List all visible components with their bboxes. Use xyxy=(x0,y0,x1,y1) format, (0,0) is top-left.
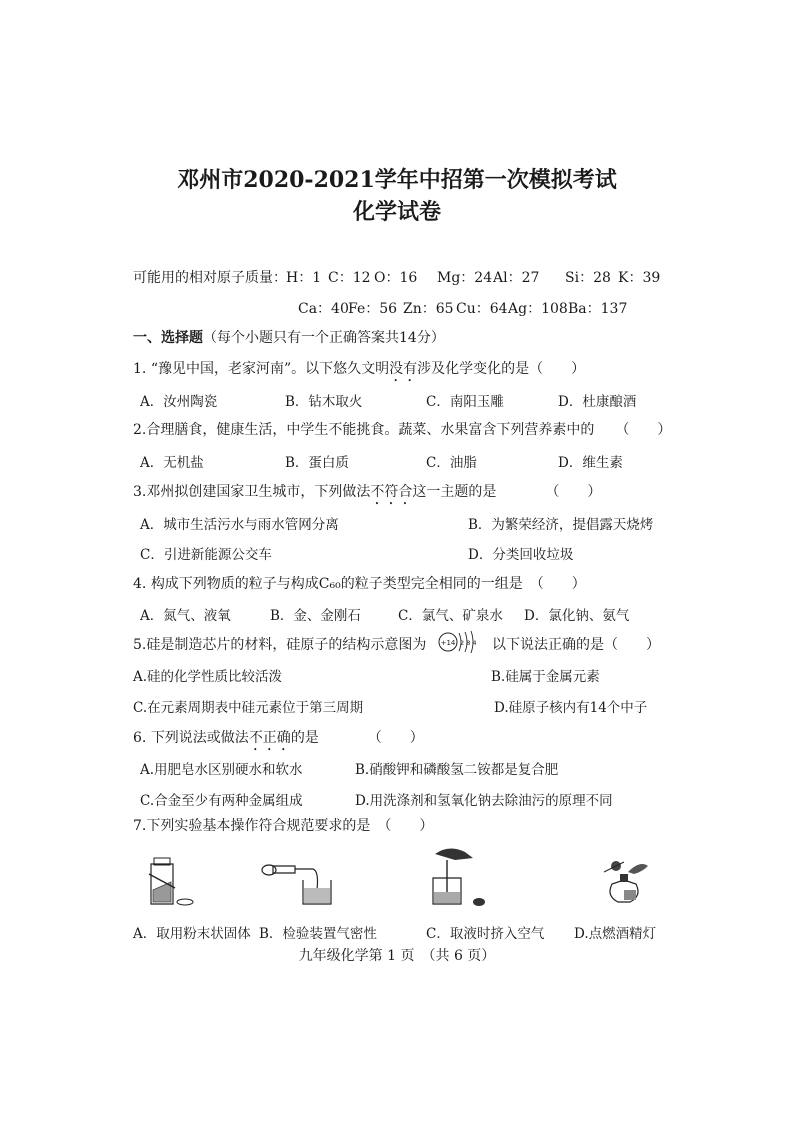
option-a: A．氮气、液氧 xyxy=(140,608,231,624)
atomic-mass-item: Cu：64 xyxy=(456,301,508,317)
silicon-atom-diagram xyxy=(437,627,485,657)
question-number: 3. xyxy=(133,484,147,500)
page-footer: 九年级化学第 1 页 （共 6 页） xyxy=(298,948,496,964)
atomic-mass-item: Al：27 xyxy=(493,270,540,286)
question-5 xyxy=(133,634,426,654)
question-stem: 构成下列物质的粒子与构成C₆₀的粒子类型完全相同的一组是 （ ） xyxy=(150,576,586,592)
question-3 xyxy=(133,481,601,508)
atomic-mass-item: C：12 xyxy=(328,270,371,286)
option-b: B．钻木取火 xyxy=(285,394,363,410)
option-b: B．为繁荣经济，提倡露天烧烤 xyxy=(468,517,654,533)
exam-subtitle: 化学试卷 xyxy=(352,199,441,225)
option-a: A．城市生活污水与雨水管网分离 xyxy=(140,517,339,533)
airtightness-test-icon xyxy=(255,856,335,912)
atomic-mass-label: 可能用的相对原子质量： xyxy=(133,270,287,286)
section-note: （每个小题只有一个正确答案共14分） xyxy=(203,330,445,346)
option-d: D．分类回收垃圾 xyxy=(468,547,574,563)
atomic-mass-item: K：39 xyxy=(618,270,661,286)
option-c: C.在元素周期表中硅元素位于第三周期 xyxy=(133,700,364,716)
atomic-mass-item: Ca：40 xyxy=(298,301,349,317)
question-stem: 下列实验基本操作符合规范要求的是 （ ） xyxy=(146,818,434,834)
option-a: A．取用粉末状固体 xyxy=(133,926,251,942)
option-b: B．蛋白质 xyxy=(285,455,349,471)
option-c: C．南阳玉雕 xyxy=(426,394,504,410)
dropper-icon xyxy=(425,844,495,914)
option-a: A．汝州陶瓷 xyxy=(140,394,218,410)
option-d: D．杜康酿酒 xyxy=(558,394,637,410)
question-number: 7. xyxy=(133,818,147,834)
atomic-mass-item: Zn：65 xyxy=(403,301,454,317)
question-stem: 下列说法或做法 xyxy=(150,730,249,746)
exam-title: 邓州市2020-2021学年中招第一次模拟考试 xyxy=(177,167,617,193)
atomic-mass-item: Ag：108 xyxy=(508,301,568,317)
atomic-mass-item: Ba：137 xyxy=(568,301,628,317)
question-stem: “豫见中国，老家河南”。以下悠久文明 xyxy=(150,361,390,377)
nucleus-label: +14 xyxy=(440,639,456,647)
question-stem: 邓州拟创建国家卫生城市，下列做法 xyxy=(146,484,371,500)
option-a: A.硅的化学性质比较活泼 xyxy=(133,669,283,685)
option-b: B.硅属于金属元素 xyxy=(491,669,600,685)
atomic-mass-item: H：1 xyxy=(286,270,322,286)
question-stem-end: 的是 （ ） xyxy=(290,730,424,746)
section-heading xyxy=(133,327,445,347)
question-2 xyxy=(133,419,671,439)
option-d: D.点燃酒精灯 xyxy=(574,926,657,942)
question-7 xyxy=(133,815,433,835)
shell-electrons: 2 8 4 xyxy=(460,639,477,647)
option-c: C．取液时挤入空气 xyxy=(426,926,545,942)
option-c: C．油脂 xyxy=(426,455,477,471)
option-d: D．维生素 xyxy=(558,455,623,471)
option-a: A.用肥皂水区别硬水和软水 xyxy=(140,762,303,778)
option-d: D.硅原子核内有14个中子 xyxy=(494,700,648,716)
atomic-mass-item: Mg：24 xyxy=(437,270,493,286)
question-stem-end: 涉及化学变化的是（ ） xyxy=(417,361,586,377)
question-emphasis: 没有 xyxy=(389,361,418,377)
option-c: C.合金至少有两种金属组成 xyxy=(140,793,303,809)
question-number: 5. xyxy=(133,637,147,653)
question-number: 2. xyxy=(133,422,147,438)
atomic-mass-item: Si：28 xyxy=(565,270,611,286)
alcohol-lamp-icon xyxy=(598,852,654,908)
option-b: B.硝酸钾和磷酸氢二铵都是复合肥 xyxy=(355,762,559,778)
question-number: 4. xyxy=(133,576,147,592)
option-a: A．无机盐 xyxy=(140,455,204,471)
option-d: D．氯化钠、氨气 xyxy=(524,608,630,624)
section-title: 一、选择题 xyxy=(133,330,203,346)
question-4 xyxy=(133,573,586,593)
question-number: 1. xyxy=(133,361,147,377)
question-emphasis: 不符合 xyxy=(370,484,413,500)
option-b: B．检验装置气密性 xyxy=(259,926,377,942)
atomic-mass-item: O：16 xyxy=(374,270,418,286)
question-stem-end: 以下说法正确的是（ ） xyxy=(492,637,660,653)
question-number: 6. xyxy=(133,730,147,746)
option-c: C．引进新能源公交车 xyxy=(140,547,272,563)
option-d: D.用洗涤剂和氢氧化钠去除油污的原理不同 xyxy=(355,793,613,809)
question-emphasis: 不正确 xyxy=(248,730,291,746)
question-1 xyxy=(133,358,585,385)
question-stem: 合理膳食，健康生活，中学生不能挑食。蔬菜、水果富含下列营养素中的 （ ） xyxy=(146,422,672,438)
powder-spoon-icon xyxy=(145,854,195,912)
question-6 xyxy=(133,727,424,754)
question-stem: 硅是制造芯片的材料，硅原子的结构示意图为 xyxy=(146,637,427,653)
question-stem-end: 这一主题的是 （ ） xyxy=(412,484,602,500)
atomic-mass-item: Fe：56 xyxy=(348,301,398,317)
option-c: C．氯气、矿泉水 xyxy=(398,608,503,624)
option-b: B．金、金刚石 xyxy=(270,608,361,624)
